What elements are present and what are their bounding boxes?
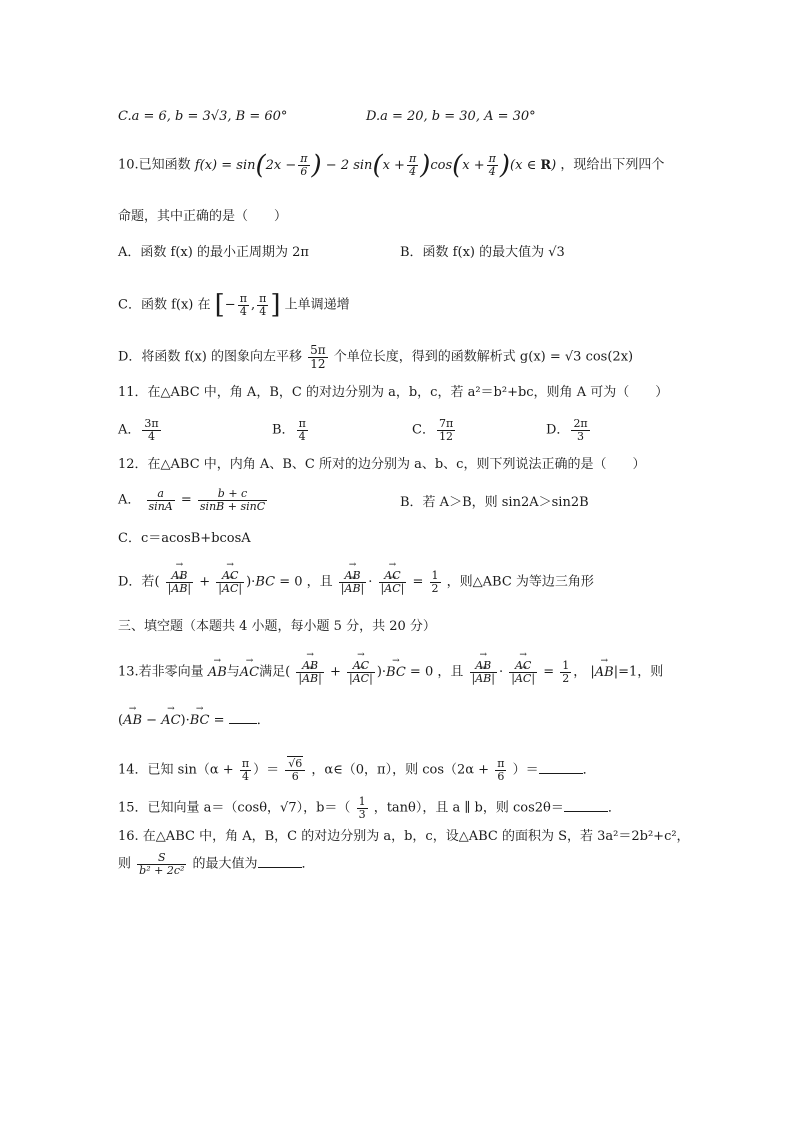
q11-option-a: A． $\frac{3\pi}{4}$ <box>118 417 159 443</box>
q12-stem: 12．在△ABC 中，内角 A、B、C 所对的边分别为 a、b、c，则下列说法正确的是（ ） <box>118 457 646 472</box>
q11-stem: 11．在△ABC 中，角 A，B，C 的对边分别为 a，b，c，若 a²＝b²+bc，则角 A 可为（ ） <box>118 385 669 400</box>
q10-option-c-pre: C．函数 f(x) 在 <box>118 297 211 313</box>
q11-option-d: D． $\frac{2\pi}{3}$ <box>546 417 588 443</box>
q12-option-d-post: ，则△ABC 为等边三角形 <box>446 574 594 590</box>
q12-option-c: C．c＝acosB+bcosA <box>118 531 251 546</box>
q11-option-c: C． $\frac{7\pi}{12}$ <box>412 417 454 443</box>
q15-answer-blank[interactable] <box>564 811 608 812</box>
q10-option-b: B．函数 f(x) 的最大值为 √3 <box>400 245 565 260</box>
q14-mid: ，α∈（0，π），则 cos（2α + <box>311 762 490 778</box>
q16-pre: 则 <box>118 856 132 872</box>
q10-prefix: 10.已知函数 <box>118 157 191 173</box>
q11-option-c-label: C． <box>412 422 435 438</box>
q13-answer-blank[interactable] <box>229 723 257 724</box>
q13-mid1: 与 <box>226 664 240 680</box>
q10-suffix: ，现给出下列四个 <box>560 157 665 173</box>
q10-option-a: A．函数 f(x) 的最小正周期为 2π <box>118 245 309 260</box>
q15-stem: 15．已知向量 a＝（cosθ，√7），b＝（ $\frac{1}{3}$ ，tanθ），且 a ∥ b，则 cos2θ＝ ． <box>118 795 621 821</box>
q16-end: ． <box>301 856 315 872</box>
q11-option-b-label: B． <box>272 422 295 438</box>
q16-post: 的最大值为 <box>192 856 258 872</box>
q15-mid: ，tanθ），且 a ∥ b，则 cos2θ＝ <box>373 800 564 816</box>
q11-option-d-label: D． <box>546 422 570 438</box>
q9-option-d: D.a = 20, b = 30, A = 30° <box>366 109 536 124</box>
q13-stem: 13.若非零向量 → AB与→ AC满足( → $\frac{AB}{|\to AB|}$ + → $\frac{AC}{|\to AC|}$ )·→ BC = 0 ，且 → $\frac{AB}{|\to AB|}$ · → $\frac{AC}{|\to AC|}$ = $\frac{1}{2}$ ， |→ AB|=1，则 <box>118 660 663 684</box>
q16-answer-blank[interactable] <box>258 867 302 868</box>
q14-post: ）＝ <box>512 762 539 778</box>
q10-option-d-pre: D．将函数 f(x) 的图象向左平移 <box>118 349 302 365</box>
q9-option-c: C.a = 6, b = 3√3, B = 60° <box>118 109 288 124</box>
q13-line2-post: ． <box>256 713 270 728</box>
q13-mid2: 满足 <box>259 664 286 680</box>
q16-line1: 16. 在△ABC 中，角 A，B，C 的对边分别为 a，b，c，设△ABC 的面积为 S，若 3a²＝2b²+c²， <box>118 829 690 844</box>
q14-pre: 14．已知 sin（α + <box>118 762 234 778</box>
q14-answer-blank[interactable] <box>539 773 583 774</box>
q15-text: 15．已知向量 a＝（cosθ，√7），b＝（ <box>118 800 351 816</box>
q11-option-b: B． $\frac{\pi}{4}$ <box>272 417 306 443</box>
q10-formula: f(x) = sin(2x − $\frac{\pi}{6}$ ) − 2 sin(x + $\frac{\pi}{4}$ )cos(x + $\frac{\pi}{4}$ )(x ∈ R) <box>194 150 561 180</box>
q12-option-a: A． $\frac{a}{\sin A}$ = $\frac{b + c}{\sin B + \sin C}$ <box>118 487 266 513</box>
q13-mid4: ， <box>573 664 587 680</box>
q12-option-a-label: A． <box>118 492 141 508</box>
q15-end: ． <box>607 800 621 816</box>
q12-option-d: D．若( → $\frac{AB}{|\to AB|}$ + → $\frac{AC}{|\to AC|}$ )·BC = 0 ，且 → $\frac{AB}{|\to AB|}$ · → $\frac{AC}{|\to AC|}$ = $\frac{1}{2}$ ，则△ABC 为等边三角形 <box>118 570 594 594</box>
q12-option-b: B．若 A＞B，则 sin2A＞sin2B <box>400 495 589 510</box>
q13-post: ，则 <box>637 664 664 680</box>
q12-option-d-mid: ，且 <box>306 574 333 590</box>
q10-option-d-post: 个单位长度，得到的函数解析式 g(x) = √3 cos(2x) <box>333 349 634 365</box>
q10-stem <box>118 152 664 178</box>
q12-option-d-pre: D．若 <box>118 574 155 590</box>
q10-option-c: C．函数 f(x) 在 [− $\frac{\pi}{4}$ , $\frac{\pi}{4}$ ] 上单调递增 <box>118 290 350 320</box>
q10-option-c-post: 上单调递增 <box>284 297 350 313</box>
q14-stem: 14．已知 sin（α + $\frac{\pi}{4}$ ）＝ $\frac{√6}{6}$ ，α∈（0，π），则 cos（2α + $\frac{\pi}{6}$ ）＝ ． <box>118 757 596 783</box>
q14-end: ． <box>582 762 596 778</box>
q16-line2: 则 $\frac{S}{\text{b² + 2c²}}$ 的最大值为 ． <box>118 851 315 877</box>
q13-line2: (→ AB − → AC)·→ BC = ． <box>118 714 270 727</box>
q11-option-a-label: A． <box>118 422 141 438</box>
q13-mid3: ，且 <box>437 664 464 680</box>
q10-option-d: D．将函数 f(x) 的图象向左平移 $\frac{5\pi}{12}$ 个单位长度，得到的函数解析式 g(x) = √3 cos(2x) <box>118 343 634 371</box>
q10-line2: 命题，其中正确的是（ ） <box>118 209 288 224</box>
q13-pre: 13.若非零向量 <box>118 664 204 680</box>
section3-heading: 三、填空题（本题共 4 小题，每小题 5 分，共 20 分） <box>118 619 436 634</box>
